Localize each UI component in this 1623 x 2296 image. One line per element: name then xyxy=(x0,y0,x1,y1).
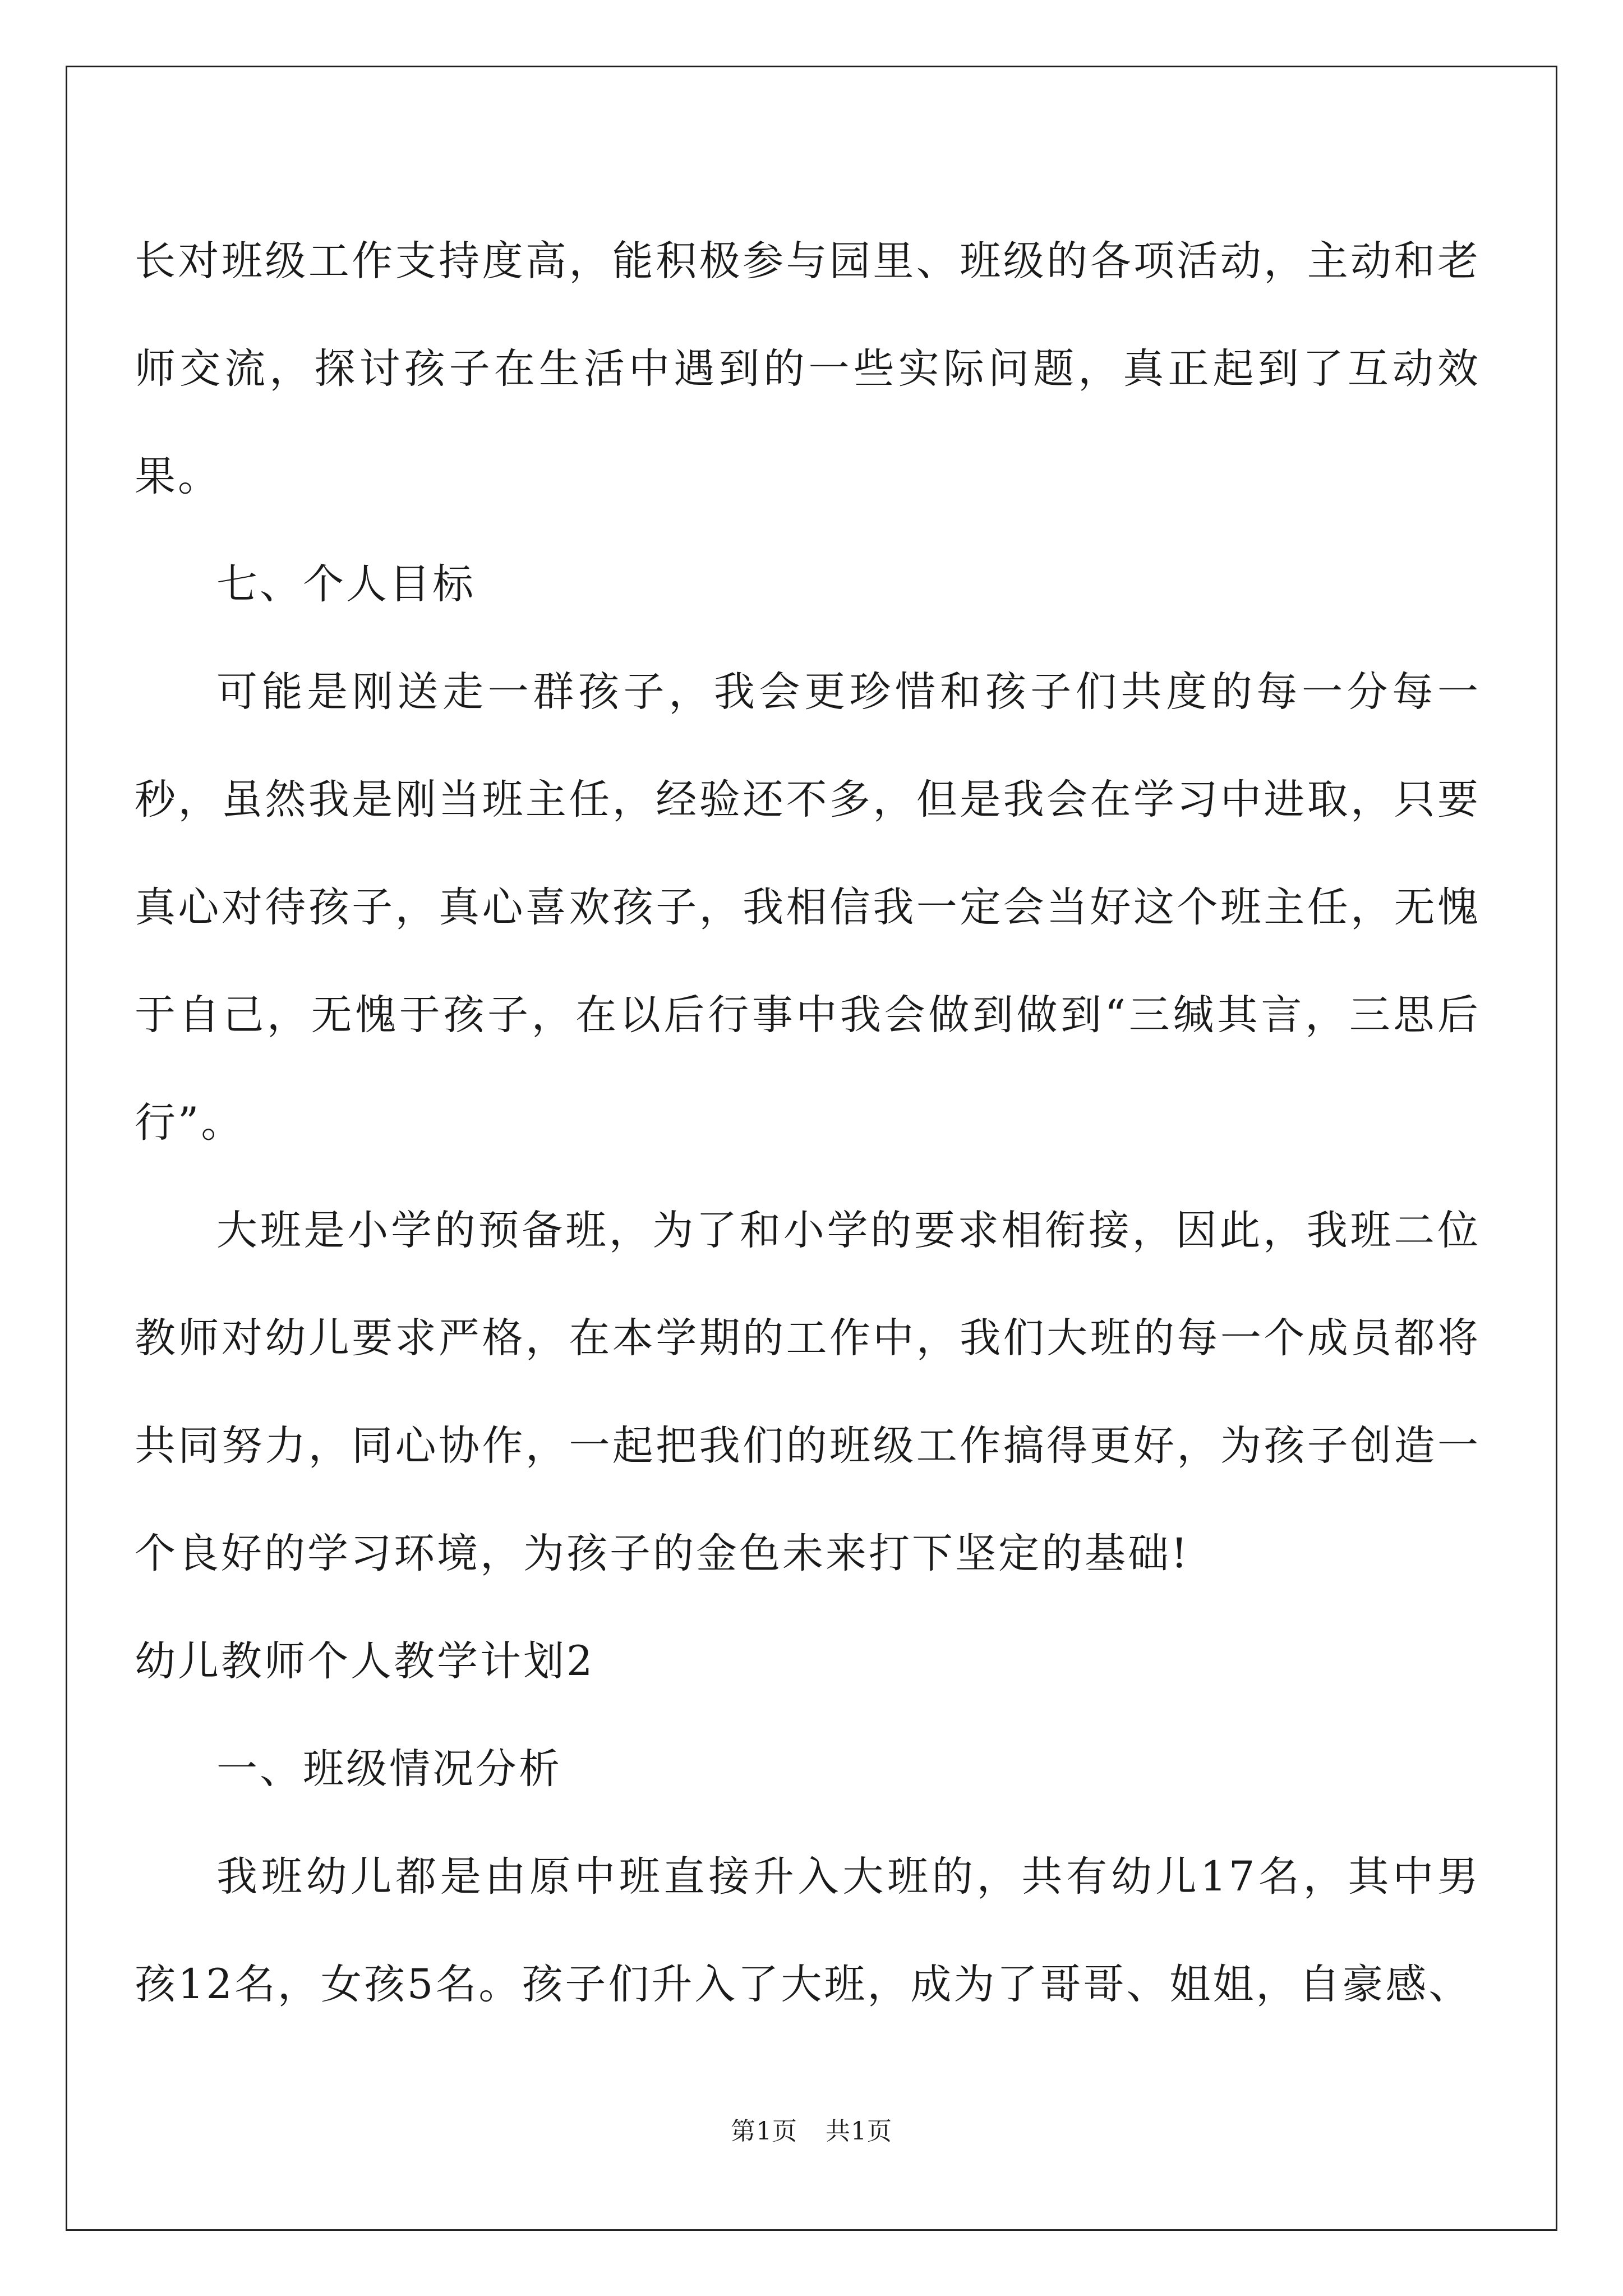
paragraph-conclusion: 大班是小学的预备班，为了和小学的要求相衔接，因此，我班二位教师对幼儿要求严格，在本学期的工作中，我们大班的每一个成员都将共同努力，同心协作，一起把我们的班级工作搞得更好，为孩子创造一个良好的学习环境，为孩子的金色未来打下坚定的基础! xyxy=(135,1207,1481,1577)
section-heading-personal-goals: 七、个人目标 xyxy=(216,560,476,608)
paragraph-personal-goals: 可能是刚送走一群孩子，我会更珍惜和孩子们共度的每一分每一秒，虽然我是刚当班主任，经验还不多，但是我会在学习中进取，只要真心对待孩子，真心喜欢孩子，我相信我一定会当好这个班主任，无愧于自己，无愧于孩子，在以后行事中我会做到做到“三缄其言，三思后行”。 xyxy=(135,668,1481,1147)
document-title-plan-2: 幼儿教师个人教学计划2 xyxy=(135,1637,595,1685)
paragraph-continuation: 长对班级工作支持度高，能积极参与园里、班级的各项活动，主动和老师交流，探讨孩子在生活中遇到的一些实际问题，真正起到了互动效果。 xyxy=(135,237,1481,500)
page-number: 第1页 xyxy=(731,2117,797,2146)
section-heading-class-analysis: 一、班级情况分析 xyxy=(216,1745,562,1793)
document-body xyxy=(135,208,1481,2039)
paragraph-class-analysis: 我班幼儿都是由原中班直接升入大班的，共有幼儿17名，其中男孩12名，女孩5名。孩子们升入了大班，成为了哥哥、姐姐，自豪感、 xyxy=(135,1853,1481,2008)
page-total: 共1页 xyxy=(826,2117,892,2146)
page-footer xyxy=(0,2115,1623,2148)
